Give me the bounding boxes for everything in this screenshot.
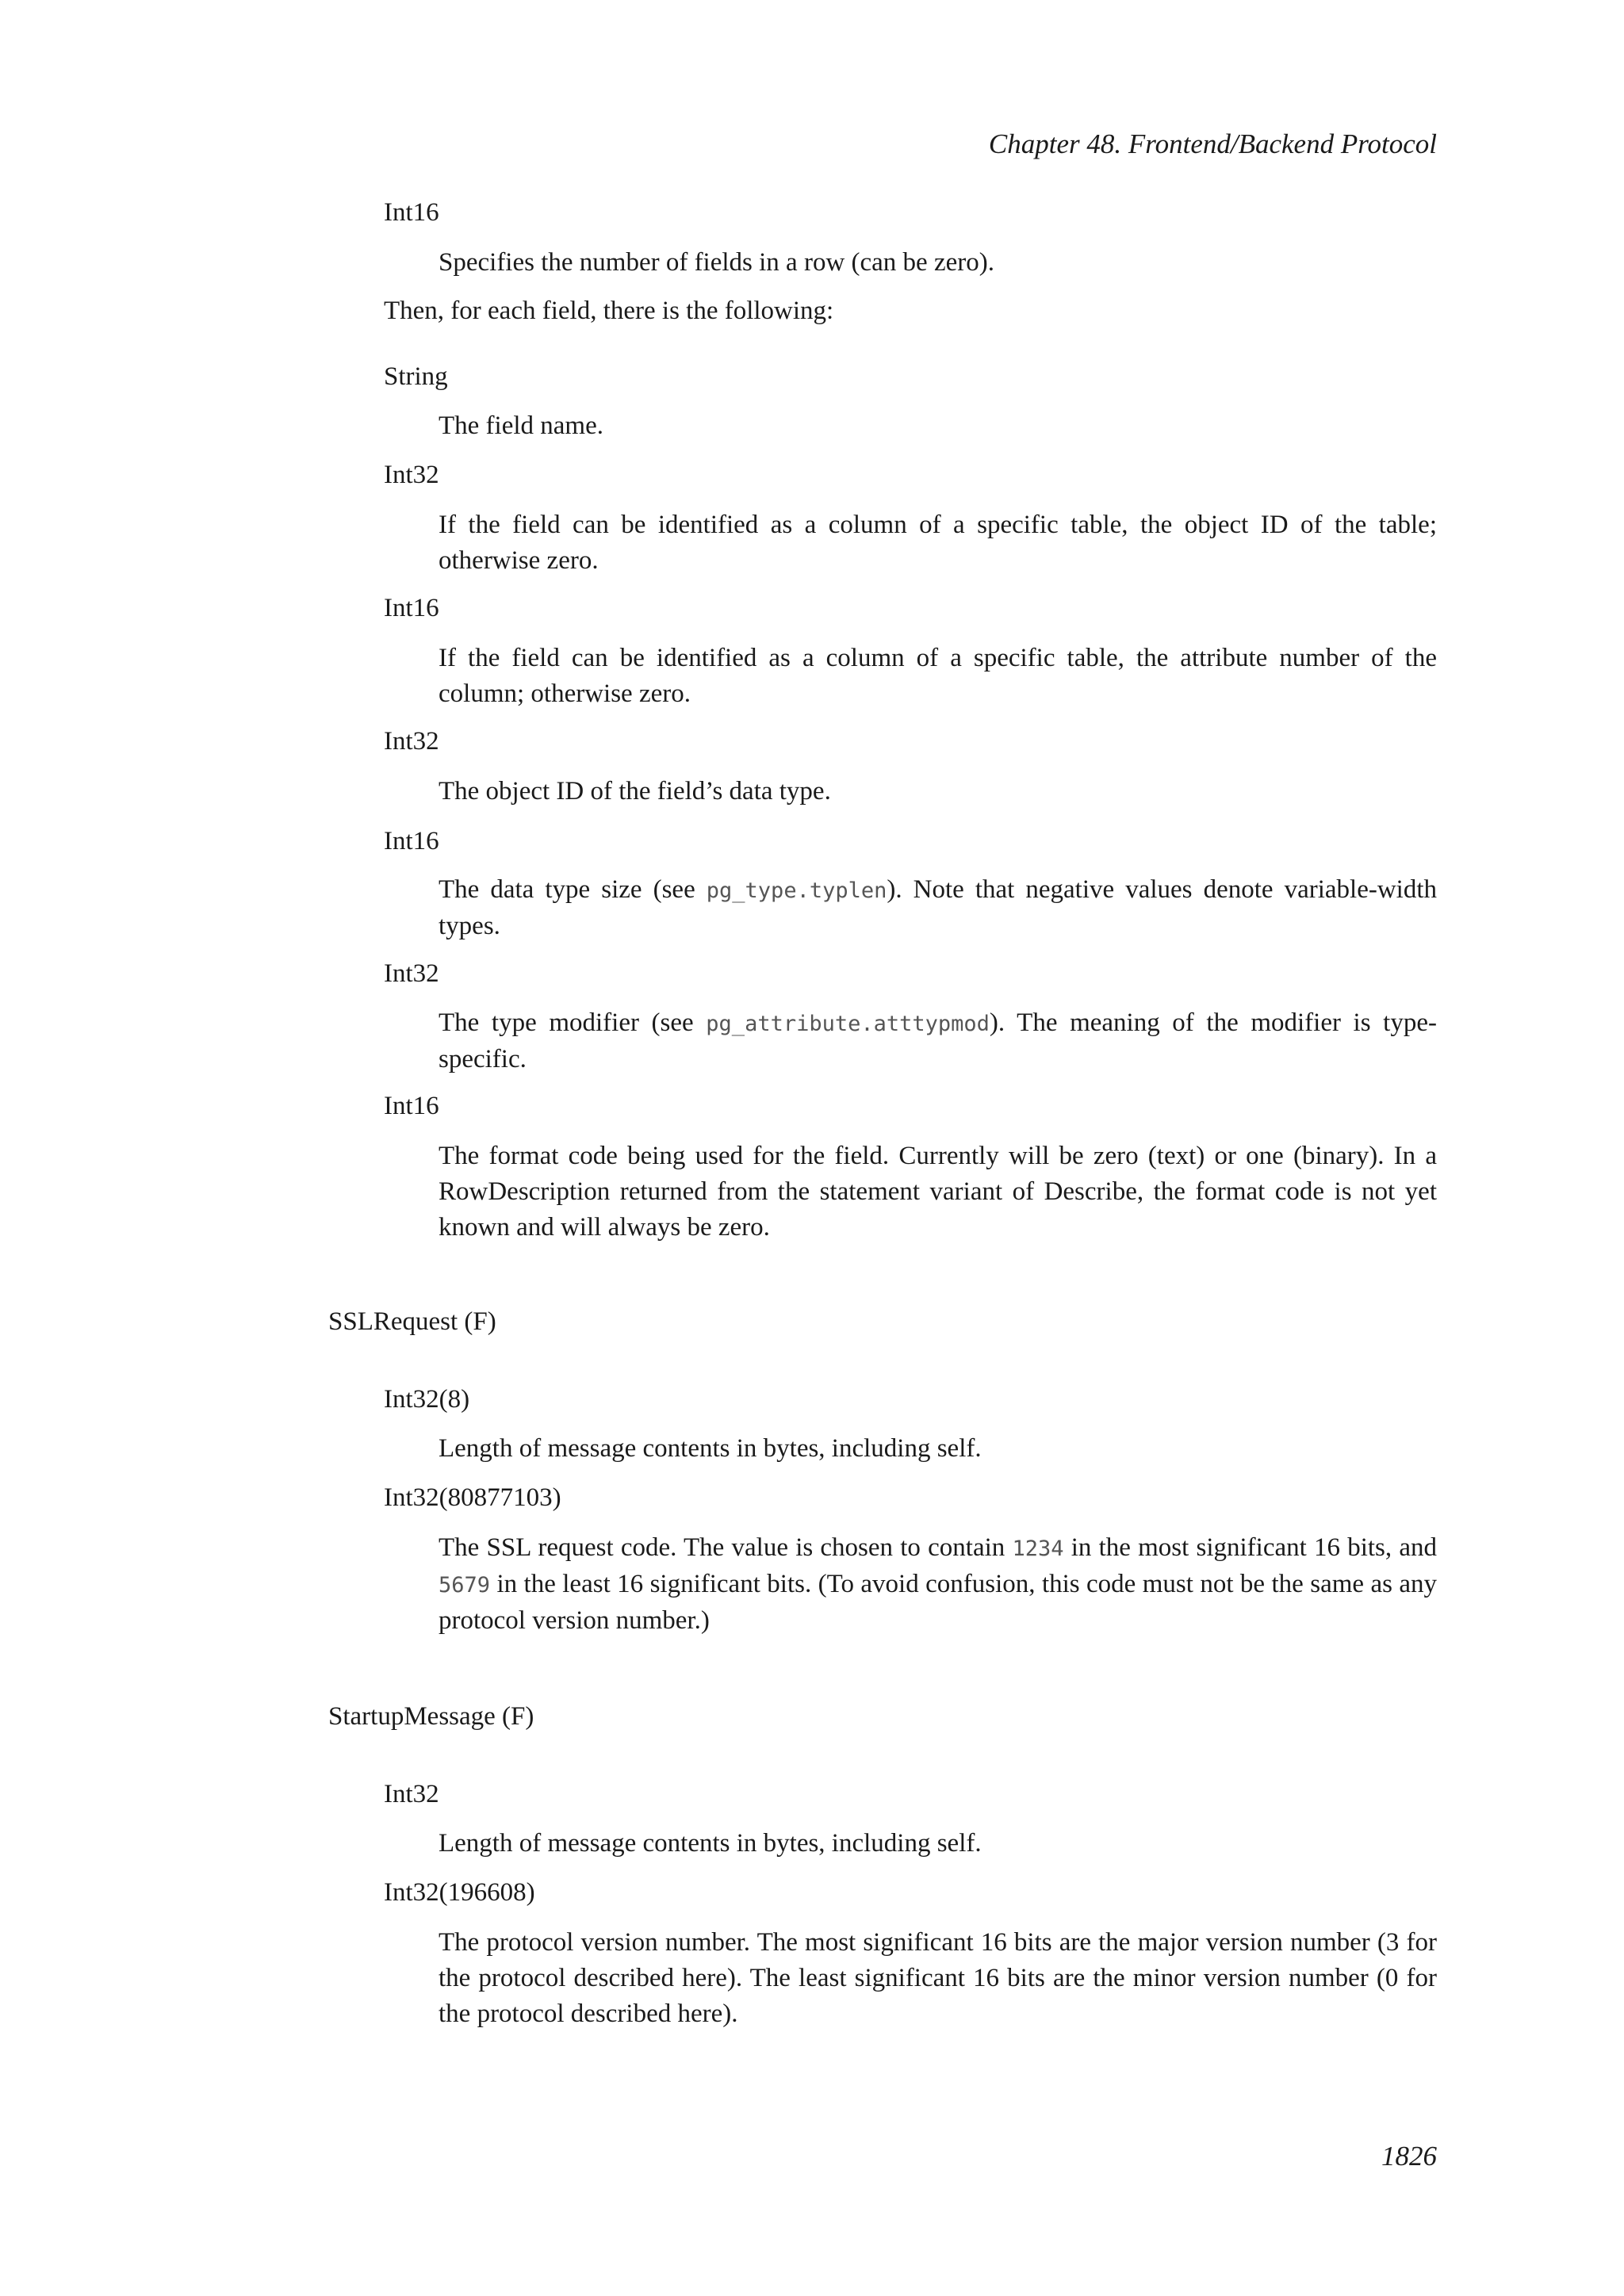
- term-protocol-version: Int32(196608): [384, 1878, 535, 1907]
- def-type-oid: The object ID of the field’s data type.: [439, 777, 831, 806]
- def-attr-number: If the field can be identified as a column of a specific table, the attribute number of the column; otherwise zero.: [439, 644, 1437, 708]
- term-type-oid: Int32: [384, 727, 439, 756]
- code-5679: 5679: [439, 1573, 491, 1598]
- code-pg-attribute-atttypmod: pg_attribute.atttypmod: [706, 1012, 990, 1036]
- term-type-modifier: Int32: [384, 959, 439, 988]
- def-protocol-version: The protocol version number. The most significant 16 bits are the major version number (3 for the protocol described here). The least significant 16 bits are the minor version number (0 for the protocol described here).: [439, 1928, 1437, 2028]
- term-table-oid: Int32: [384, 461, 439, 489]
- page-number: 1826: [1381, 2141, 1437, 2172]
- def-type-size-pre: The data type size (see: [439, 875, 707, 904]
- term-startup-length: Int32: [384, 1780, 439, 1808]
- term-format-code: Int16: [384, 1092, 439, 1120]
- def-type-size: [439, 872, 1437, 944]
- def-type-size-post: ). Note that negative values denote variable-width types.: [439, 875, 1438, 940]
- def-type-modifier: [439, 1005, 1437, 1077]
- term-fields-count: Int16: [384, 198, 439, 227]
- def-format-code: The format code being used for the field. Currently will be zero (text) or one (binary). In a RowDescription returned from the statement variant of Describe, the format code is not yet known and will always be zero.: [439, 1142, 1437, 1242]
- def-fields-count: Specifies the number of fields in a row (can be zero).: [439, 248, 994, 277]
- term-ssl-code: Int32(80877103): [384, 1483, 561, 1512]
- def-ssl-code-part2: in the most significant 16 bits, and: [1063, 1533, 1437, 1562]
- term-attr-number: Int16: [384, 594, 439, 622]
- def-ssl-code-part3: in the least 16 significant bits. (To avoid confusion, this code must not be the same as any protocol version number.): [439, 1570, 1437, 1635]
- term-type-size: Int16: [384, 827, 439, 855]
- def-table-oid: If the field can be identified as a column of a specific table, the object ID of the table; otherwise zero.: [439, 511, 1437, 575]
- fields-intro: Then, for each field, there is the following:: [384, 297, 834, 325]
- def-type-modifier-pre: The type modifier (see: [439, 1008, 707, 1037]
- code-1234: 1234: [1012, 1536, 1064, 1561]
- code-pg-type-typlen: pg_type.typlen: [706, 878, 887, 903]
- term-field-name: String: [384, 362, 448, 391]
- def-ssl-code-part1: The SSL request code. The value is chosen to contain: [439, 1533, 1013, 1562]
- message-title-sslrequest: SSLRequest (F): [328, 1307, 496, 1336]
- def-ssl-length: Length of message contents in bytes, including self.: [439, 1434, 982, 1463]
- term-ssl-length: Int32(8): [384, 1385, 470, 1414]
- def-field-name: The field name.: [439, 411, 603, 440]
- running-header: Chapter 48. Frontend/Backend Protocol: [988, 128, 1437, 159]
- def-startup-length: Length of message contents in bytes, including self.: [439, 1829, 982, 1858]
- message-title-startupmessage: StartupMessage (F): [328, 1702, 534, 1731]
- def-ssl-code: [439, 1530, 1437, 1639]
- def-type-modifier-post: ). The meaning of the modifier is type-specific.: [439, 1008, 1437, 1073]
